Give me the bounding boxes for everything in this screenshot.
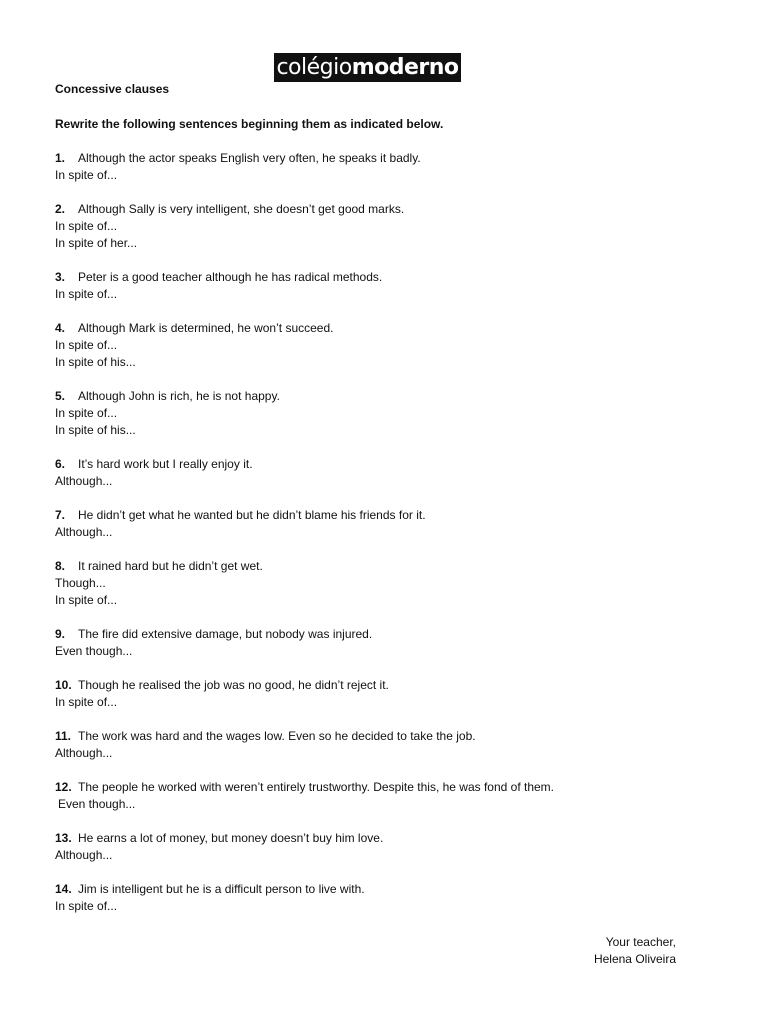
exercise-item <box>55 626 695 660</box>
exercise-prompt: In spite of... <box>55 219 118 233</box>
exercise-prompt: In spite of... <box>55 593 118 607</box>
exercise-sentence-line <box>55 388 695 405</box>
exercise-number: 10. <box>55 678 72 692</box>
exercise-prompt: In spite of... <box>55 168 118 182</box>
exercise-number: 12. <box>55 780 72 794</box>
exercise-sentence-line <box>55 626 695 643</box>
exercise-sentence: Jim is intelligent but he is a difficult person to live with. <box>78 882 365 896</box>
exercise-sentence-line <box>55 507 695 524</box>
exercise-sentence-line <box>55 728 695 745</box>
exercise-prompt: Although... <box>55 848 113 862</box>
exercise-list <box>55 150 695 915</box>
exercise-number: 1. <box>55 151 66 165</box>
exercise-prompt: In spite of his... <box>55 423 136 437</box>
exercise-item <box>55 507 695 541</box>
exercise-item <box>55 830 695 864</box>
exercise-item <box>55 779 695 813</box>
exercise-sentence-line <box>55 269 695 286</box>
exercise-number: 2. <box>55 202 66 216</box>
exercise-prompt: In spite of... <box>55 287 118 301</box>
exercise-item <box>55 388 695 439</box>
exercise-sentence-line <box>55 456 695 473</box>
exercise-number: 11. <box>55 729 72 743</box>
worksheet <box>55 81 695 915</box>
exercise-sentence: Peter is a good teacher although he has radical methods. <box>78 270 383 284</box>
exercise-item <box>55 201 695 252</box>
exercise-sentence: Although Mark is determined, he won’t succeed. <box>78 321 334 335</box>
exercise-sentence: Although the actor speaks English very often, he speaks it badly. <box>78 151 421 165</box>
exercise-item <box>55 728 695 762</box>
exercise-prompt: In spite of... <box>55 406 118 420</box>
exercise-prompt: Though... <box>55 576 106 590</box>
instructions: Rewrite the following sentences beginning them as indicated below. <box>55 117 444 131</box>
exercise-sentence: The work was hard and the wages low. Even so he decided to take the job. <box>78 729 476 743</box>
page-title: Concessive clauses <box>55 82 170 96</box>
exercise-prompt: In spite of... <box>55 338 118 352</box>
exercise-prompt: Although... <box>55 474 113 488</box>
exercise-sentence-line <box>55 558 695 575</box>
exercise-number: 5. <box>55 389 66 403</box>
exercise-number: 4. <box>55 321 66 335</box>
exercise-prompt: In spite of... <box>55 695 118 709</box>
exercise-prompt: Although... <box>55 525 113 539</box>
exercise-sentence-line <box>55 779 695 796</box>
exercise-sentence-line <box>55 320 695 337</box>
exercise-sentence: He earns a lot of money, but money doesn’t buy him love. <box>78 831 384 845</box>
exercise-item <box>55 881 695 915</box>
exercise-sentence: The fire did extensive damage, but nobody was injured. <box>78 627 373 641</box>
exercise-sentence: He didn’t get what he wanted but he didn’t blame his friends for it. <box>78 508 426 522</box>
exercise-prompt: Although... <box>55 746 113 760</box>
exercise-number: 8. <box>55 559 66 573</box>
exercise-sentence: The people he worked with weren’t entirely trustworthy. Despite this, he was fond of them. <box>78 780 555 794</box>
exercise-sentence-line <box>55 830 695 847</box>
exercise-item <box>55 677 695 711</box>
exercise-number: 3. <box>55 270 66 284</box>
signature <box>594 934 676 968</box>
exercise-sentence: Although Sally is very intelligent, she doesn’t get good marks. <box>78 202 405 216</box>
exercise-sentence: Although John is rich, he is not happy. <box>78 389 280 403</box>
exercise-sentence: Though he realised the job was no good, he didn’t reject it. <box>78 678 389 692</box>
exercise-number: 14. <box>55 882 72 896</box>
logo-text-part2: moderno <box>351 54 459 80</box>
exercise-number: 6. <box>55 457 66 471</box>
exercise-prompt: In spite of her... <box>55 236 138 250</box>
exercise-sentence-line <box>55 677 695 694</box>
exercise-prompt: Even though... <box>55 644 133 658</box>
school-logo <box>274 53 461 82</box>
exercise-item <box>55 456 695 490</box>
exercise-item <box>55 269 695 303</box>
exercise-number: 7. <box>55 508 66 522</box>
exercise-sentence: It’s hard work but I really enjoy it. <box>78 457 253 471</box>
signature-name: Helena Oliveira <box>593 952 676 966</box>
exercise-prompt: In spite of... <box>55 899 118 913</box>
logo-text-part1: colégio <box>276 54 352 80</box>
exercise-prompt: In spite of his... <box>55 355 136 369</box>
exercise-sentence-line <box>55 881 695 898</box>
exercise-prompt: Even though... <box>58 797 136 811</box>
exercise-sentence: It rained hard but he didn’t get wet. <box>78 559 263 573</box>
signature-line-1: Your teacher, <box>605 935 676 949</box>
exercise-item <box>55 150 695 184</box>
exercise-item <box>55 320 695 371</box>
exercise-item <box>55 558 695 609</box>
exercise-sentence-line <box>55 150 695 167</box>
exercise-number: 13. <box>55 831 72 845</box>
exercise-number: 9. <box>55 627 66 641</box>
exercise-sentence-line <box>55 201 695 218</box>
